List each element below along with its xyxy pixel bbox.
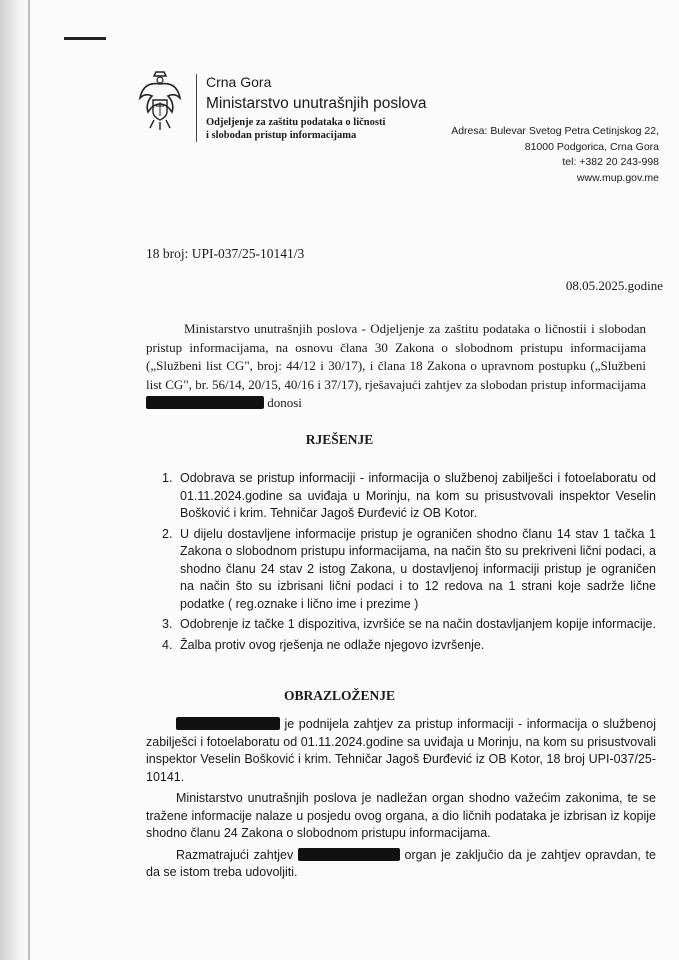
document-date: 08.05.2025.godine: [565, 278, 663, 293]
coat-of-arms-icon: [138, 70, 182, 132]
reasoning-heading: OBRAZLOŽENJE: [283, 688, 396, 703]
header-department-line1: Odjeljenje za zaštitu podataka o ličnosti: [206, 117, 386, 128]
list-item: 3. Odobrenje iz tačke 1 dispozitiva, izvršiće se na način dostavljanjem kopije informacije.: [162, 617, 656, 631]
address-line1: Adresa: Bulevar Svetog Petra Cetinjskog 22,: [451, 125, 659, 137]
reasoning-paragraph-3: Razmatrajući zahtjev organ je zaključio da je zahtjev opravdan, te da se istom treba udovoljiti.: [146, 847, 656, 879]
scan-edge-line: [28, 0, 30, 960]
margin-mark: [64, 37, 106, 40]
reasoning-paragraph-2: Ministarstvo unutrašnjih poslova je nadležan organ shodno važećim zakonima, te se tražene informacije nalaze u posjedu ovog organa, a dio ličnih podataka je izbrisan iz kopije shodno članu 24 Zakona o slobodnom pristupu informacijama.: [146, 791, 656, 840]
header-ministry: Ministarstvo unutrašnjih poslova: [206, 95, 427, 112]
phone-number: tel: +382 20 243-998: [562, 156, 659, 168]
header-country: Crna Gora: [206, 74, 272, 90]
redaction-bar: [146, 396, 264, 409]
intro-text-end: donosi: [267, 395, 302, 410]
header-department-line2: i slobodan pristup informacijama: [206, 130, 357, 141]
reasoning-paragraph-1: je podnijela zahtjev za pristup informaciji - informacija o službenoj zabilješci i fotoelaboratu od 01.11.2024.godine sa uviđaja u Morinju, na kom su prisustvovali inspektor Veselin Bošković i krim. Tehničar Jagoš Đurđević iz OB Kotor, 18 broj UPI-037/25-10141.: [146, 717, 656, 784]
list-item: 1. Odobrava se pristup informaciji - informacija o službenoj zabilješci i fotoelaboratu od 01.11.2024.godine sa uviđaja u Morinju, na kom su prisustvovali inspektor Veselin Bošković i krim. Tehničar Jagoš Đurđević iz OB Kotor.: [162, 471, 656, 520]
address-line2: 81000 Podgorica, Crna Gora: [524, 140, 659, 153]
redaction-bar: [176, 717, 280, 730]
list-item: 2. U dijelu dostavljene informacije pristup je ograničen shodno članu 14 stav 1 tačka 1 Zakona o slobodnom pristupu informacijama, na način što su prekriveni lični podaci, a shodno članu 24 stav 2 istog Zakona, u dostavljenoj informaciji pristup je ograničen na način što su izbrisani lični podaci i to 12 redova na 1 strani koje sadrže lične podatke ( reg.oznake i lično ime i prezime ): [162, 526, 656, 611]
intro-text: Ministarstvo unutrašnjih poslova - Odjeljenje za zaštitu podataka o ličnostii i slobodan pristup informacijama, na osnovu člana 30 Zakona o slobodnom pristupu informacijama („Službeni list CG", broj: 44/12 i 30/17), i člana 18 Zakona o upravnom postupku („Službeni list CG", br. 56/14, 20/15, 40/16 i 37/17), rješavajući zahtjev za slobodan pristup informacijama: [146, 321, 646, 392]
header-divider: [196, 74, 197, 142]
website: www.mup.gov.me: [576, 171, 659, 184]
redaction-bar: [298, 848, 400, 861]
decision-heading: RJEŠENJE: [305, 432, 374, 447]
reasoning-body: [146, 716, 656, 886]
reference-number: 18 broj: UPI-037/25-10141/3: [146, 246, 305, 261]
header-address-block: [451, 124, 659, 186]
scan-edge-shadow: [0, 0, 28, 960]
intro-paragraph: [146, 320, 646, 413]
list-item: 4. Žalba protiv ovog rješenja ne odlaže njegovo izvršenje.: [162, 637, 485, 652]
decision-list: [146, 470, 656, 657]
